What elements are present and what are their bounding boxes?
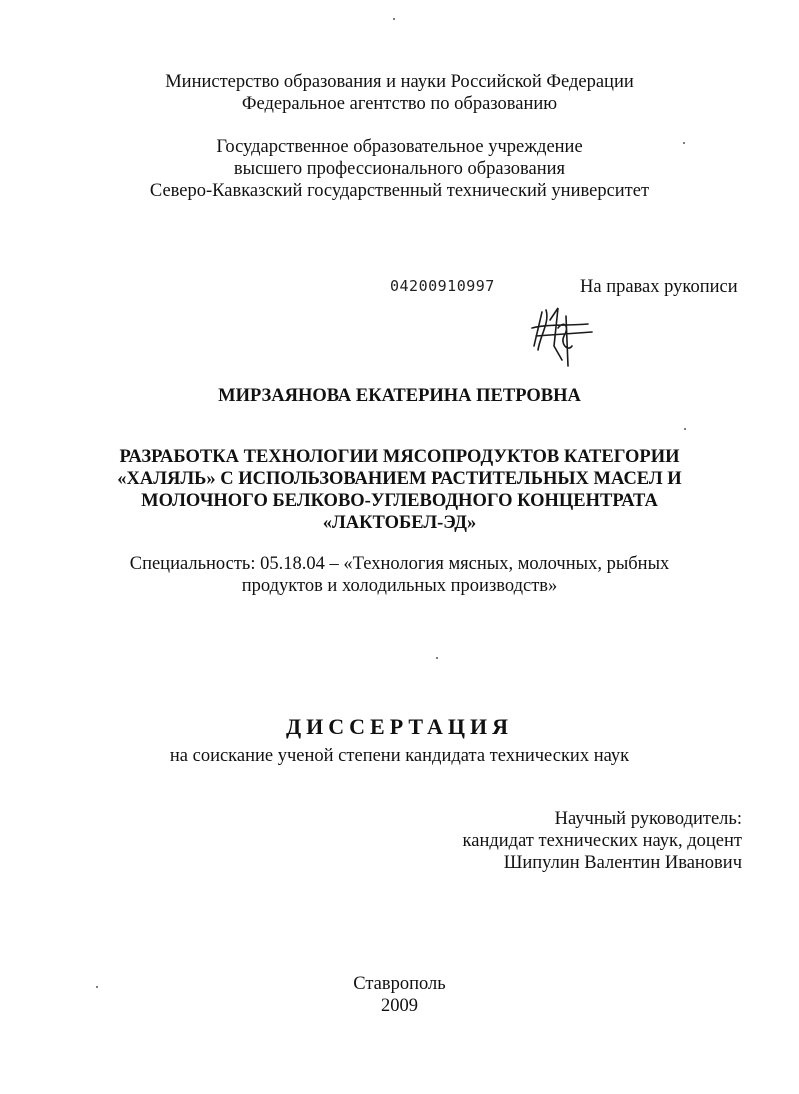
- specialty-line-1: Специальность: 05.18.04 – «Технология мясных, молочных, рыбных: [129, 554, 670, 574]
- scan-speck: [684, 428, 686, 430]
- dissertation-label: ДИССЕРТАЦИЯ: [286, 714, 513, 739]
- author-name: МИРЗАЯНОВА ЕКАТЕРИНА ПЕТРОВНА: [218, 386, 581, 406]
- title-line-4: «ЛАКТОБЕЛ-ЭД»: [322, 513, 477, 533]
- agency-line: Федеральное агентство по образованию: [241, 94, 558, 114]
- dissertation-degree: на соискание ученой степени кандидата технических наук: [169, 746, 630, 766]
- supervisor-name: Шипулин Валентин Иванович: [503, 853, 742, 873]
- handwritten-signature-icon: [528, 306, 598, 368]
- institution-line-3: Северо-Кавказский государственный технический университет: [149, 181, 650, 201]
- supervisor-degree: кандидат технических наук, доцент: [462, 831, 742, 851]
- institution-line-2: высшего профессионального образования: [233, 159, 566, 179]
- institution-line-1: Государственное образовательное учреждение: [216, 137, 583, 157]
- manuscript-rights-label: На правах рукописи: [580, 277, 738, 297]
- title-line-2: «ХАЛЯЛЬ» С ИСПОЛЬЗОВАНИЕМ РАСТИТЕЛЬНЫХ МАСЕЛ И: [117, 469, 682, 489]
- title-line-3: МОЛОЧНОГО БЕЛКОВО-УГЛЕВОДНОГО КОНЦЕНТРАТА: [141, 491, 658, 511]
- title-line-1: РАЗРАБОТКА ТЕХНОЛОГИИ МЯСОПРОДУКТОВ КАТЕГОРИИ: [119, 447, 680, 467]
- scan-speck: [393, 18, 395, 20]
- specialty-line-2: продуктов и холодильных производств»: [241, 576, 558, 596]
- scan-speck: [683, 142, 685, 144]
- year: 2009: [381, 996, 418, 1016]
- ministry-line: Министерство образования и науки Российской Федерации: [165, 72, 634, 92]
- city: Ставрополь: [353, 974, 446, 994]
- scan-speck: [96, 986, 98, 988]
- registration-code: 04200910997: [390, 277, 495, 295]
- scan-speck: [436, 657, 438, 659]
- supervisor-role: Научный руководитель:: [554, 809, 742, 829]
